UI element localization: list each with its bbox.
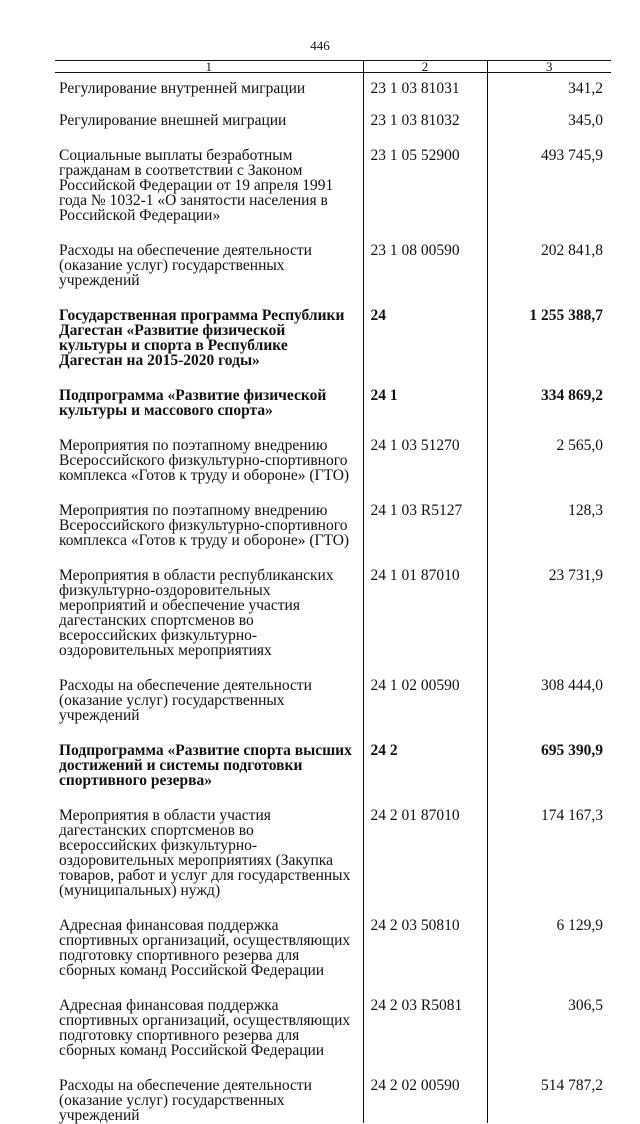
row-name: Расходы на обеспечение деятельности (оказание услуг) государственных учреждений bbox=[55, 235, 363, 288]
spacer-cell bbox=[55, 898, 363, 910]
table-row-program bbox=[55, 380, 611, 418]
spacer-cell bbox=[55, 288, 363, 300]
spacer-cell bbox=[55, 223, 363, 235]
row-amount: 695 390,9 bbox=[541, 742, 603, 759]
spacer-cell bbox=[363, 1058, 487, 1070]
row-code: 23 1 03 81032 bbox=[363, 105, 487, 128]
row-code: 24 2 01 87010 bbox=[363, 800, 487, 898]
table-row bbox=[55, 1070, 611, 1123]
row-code: 23 1 03 81031 bbox=[363, 73, 487, 97]
row-spacer bbox=[55, 128, 611, 140]
spacer-cell bbox=[487, 418, 611, 430]
row-spacer bbox=[55, 548, 611, 560]
spacer-cell bbox=[55, 96, 363, 105]
budget-table bbox=[55, 60, 611, 1123]
spacer-cell bbox=[487, 128, 611, 140]
spacer-cell bbox=[363, 723, 487, 735]
spacer-cell bbox=[363, 96, 487, 105]
row-spacer bbox=[55, 418, 611, 430]
row-spacer bbox=[55, 898, 611, 910]
row-spacer bbox=[55, 288, 611, 300]
row-amount: 514 787,2 bbox=[541, 1077, 603, 1094]
spacer-cell bbox=[487, 223, 611, 235]
row-name: Мероприятия по поэтапному внедрению Всероссийского физкультурно-спортивного комплекса «Готов к труду и обороне» (ГТО) bbox=[55, 495, 363, 548]
table-row bbox=[55, 560, 611, 658]
spacer-cell bbox=[363, 418, 487, 430]
table-row bbox=[55, 105, 611, 128]
spacer-cell bbox=[487, 978, 611, 990]
row-code: 24 1 03 51270 bbox=[363, 430, 487, 483]
spacer-cell bbox=[55, 978, 363, 990]
page-number: 446 bbox=[310, 38, 330, 53]
row-amount: 493 745,9 bbox=[541, 147, 603, 164]
row-name: Адресная финансовая поддержка спортивных организаций, осуществляющих подготовку спортивного резерва для сборных команд Российской Федерации bbox=[55, 990, 363, 1058]
row-amount: 306,5 bbox=[568, 997, 603, 1014]
row-spacer bbox=[55, 978, 611, 990]
spacer-cell bbox=[487, 788, 611, 800]
row-code: 24 1 01 87010 bbox=[363, 560, 487, 658]
spacer-cell bbox=[487, 96, 611, 105]
row-amount: 1 255 388,7 bbox=[529, 307, 603, 324]
spacer-cell bbox=[55, 483, 363, 495]
row-name: Государственная программа Республики Дагестан «Развитие физической культуры и спорта в Республике Дагестан на 2015-2020 годы» bbox=[55, 300, 363, 368]
row-code: 24 bbox=[363, 300, 487, 368]
spacer-cell bbox=[487, 483, 611, 495]
row-code: 24 2 03 R5081 bbox=[363, 990, 487, 1058]
spacer-cell bbox=[55, 658, 363, 670]
spacer-cell bbox=[487, 898, 611, 910]
row-spacer bbox=[55, 96, 611, 105]
row-name: Адресная финансовая поддержка спортивных организаций, осуществляющих подготовку спортивного резерва для сборных команд Российской Федерации bbox=[55, 910, 363, 978]
row-amount: 6 129,9 bbox=[556, 917, 603, 934]
spacer-cell bbox=[363, 898, 487, 910]
spacer-cell bbox=[487, 1058, 611, 1070]
row-code: 23 1 05 52900 bbox=[363, 140, 487, 223]
row-code: 24 2 02 00590 bbox=[363, 1070, 487, 1123]
row-name: Регулирование внешней миграции bbox=[55, 105, 363, 128]
column-header-2: 2 bbox=[363, 61, 487, 73]
column-header-3: 3 bbox=[487, 61, 611, 73]
spacer-cell bbox=[55, 418, 363, 430]
table-row bbox=[55, 910, 611, 978]
row-name: Мероприятия в области участия дагестанских спортсменов во всероссийских физкультурно-оздоровительных мероприятиях (Закупка товаров, работ и услуг для государственных (муниципальных) нужд) bbox=[55, 800, 363, 898]
row-name: Расходы на обеспечение деятельности (оказание услуг) государственных учреждений bbox=[55, 1070, 363, 1123]
spacer-cell bbox=[487, 288, 611, 300]
spacer-cell bbox=[363, 978, 487, 990]
spacer-cell bbox=[363, 658, 487, 670]
spacer-cell bbox=[363, 548, 487, 560]
row-name: Подпрограмма «Развитие физической культуры и массового спорта» bbox=[55, 380, 363, 418]
table-body bbox=[55, 73, 611, 1124]
table-row bbox=[55, 73, 611, 97]
row-amount: 128,3 bbox=[568, 502, 603, 519]
table-row bbox=[55, 670, 611, 723]
row-spacer bbox=[55, 723, 611, 735]
spacer-cell bbox=[55, 1058, 363, 1070]
row-name: Мероприятия в области республиканских физкультурно-оздоровительных мероприятий и обеспечение участия дагестанских спортсменов во всероссийских физкультурно-оздоровительных мероприятиях bbox=[55, 560, 363, 658]
spacer-cell bbox=[55, 368, 363, 380]
row-spacer bbox=[55, 1058, 611, 1070]
table-row bbox=[55, 800, 611, 898]
row-spacer bbox=[55, 483, 611, 495]
row-amount: 308 444,0 bbox=[541, 677, 603, 694]
table-row bbox=[55, 495, 611, 548]
spacer-cell bbox=[487, 658, 611, 670]
table-row bbox=[55, 235, 611, 288]
row-code: 24 2 bbox=[363, 735, 487, 788]
row-code: 23 1 08 00590 bbox=[363, 235, 487, 288]
row-amount: 334 869,2 bbox=[541, 387, 603, 404]
row-name: Социальные выплаты безработным гражданам в соответствии с Законом Российской Федерации от 19 апреля 1991 года № 1032-1 «О занятости населения в Российской Федерации» bbox=[55, 140, 363, 223]
row-name: Расходы на обеспечение деятельности (оказание услуг) государственных учреждений bbox=[55, 670, 363, 723]
spacer-cell bbox=[55, 548, 363, 560]
row-amount: 2 565,0 bbox=[556, 437, 603, 454]
row-amount: 341,2 bbox=[568, 80, 603, 97]
row-code: 24 1 02 00590 bbox=[363, 670, 487, 723]
table-row bbox=[55, 430, 611, 483]
row-spacer bbox=[55, 658, 611, 670]
spacer-cell bbox=[55, 788, 363, 800]
spacer-cell bbox=[363, 788, 487, 800]
table-row bbox=[55, 990, 611, 1058]
row-code: 24 1 bbox=[363, 380, 487, 418]
row-spacer bbox=[55, 368, 611, 380]
spacer-cell bbox=[487, 723, 611, 735]
spacer-cell bbox=[487, 368, 611, 380]
spacer-cell bbox=[55, 723, 363, 735]
table-row-program bbox=[55, 300, 611, 368]
table-row bbox=[55, 140, 611, 223]
row-name: Подпрограмма «Развитие спорта высших достижений и системы подготовки спортивного резерва» bbox=[55, 735, 363, 788]
table-header bbox=[55, 61, 611, 73]
spacer-cell bbox=[55, 128, 363, 140]
spacer-cell bbox=[363, 368, 487, 380]
table-row-program bbox=[55, 735, 611, 788]
row-spacer bbox=[55, 223, 611, 235]
row-amount: 23 731,9 bbox=[548, 567, 603, 584]
row-amount: 202 841,8 bbox=[541, 242, 603, 259]
row-code: 24 2 03 50810 bbox=[363, 910, 487, 978]
spacer-cell bbox=[363, 128, 487, 140]
row-amount: 174 167,3 bbox=[541, 807, 603, 824]
spacer-cell bbox=[363, 483, 487, 495]
row-name: Регулирование внутренней миграции bbox=[55, 73, 363, 97]
row-spacer bbox=[55, 788, 611, 800]
row-name: Мероприятия по поэтапному внедрению Всероссийского физкультурно-спортивного комплекса «Готов к труду и обороне» (ГТО) bbox=[55, 430, 363, 483]
row-amount: 345,0 bbox=[568, 112, 603, 129]
column-header-1: 1 bbox=[55, 61, 363, 73]
spacer-cell bbox=[363, 223, 487, 235]
spacer-cell bbox=[363, 288, 487, 300]
row-code: 24 1 03 R5127 bbox=[363, 495, 487, 548]
spacer-cell bbox=[487, 548, 611, 560]
